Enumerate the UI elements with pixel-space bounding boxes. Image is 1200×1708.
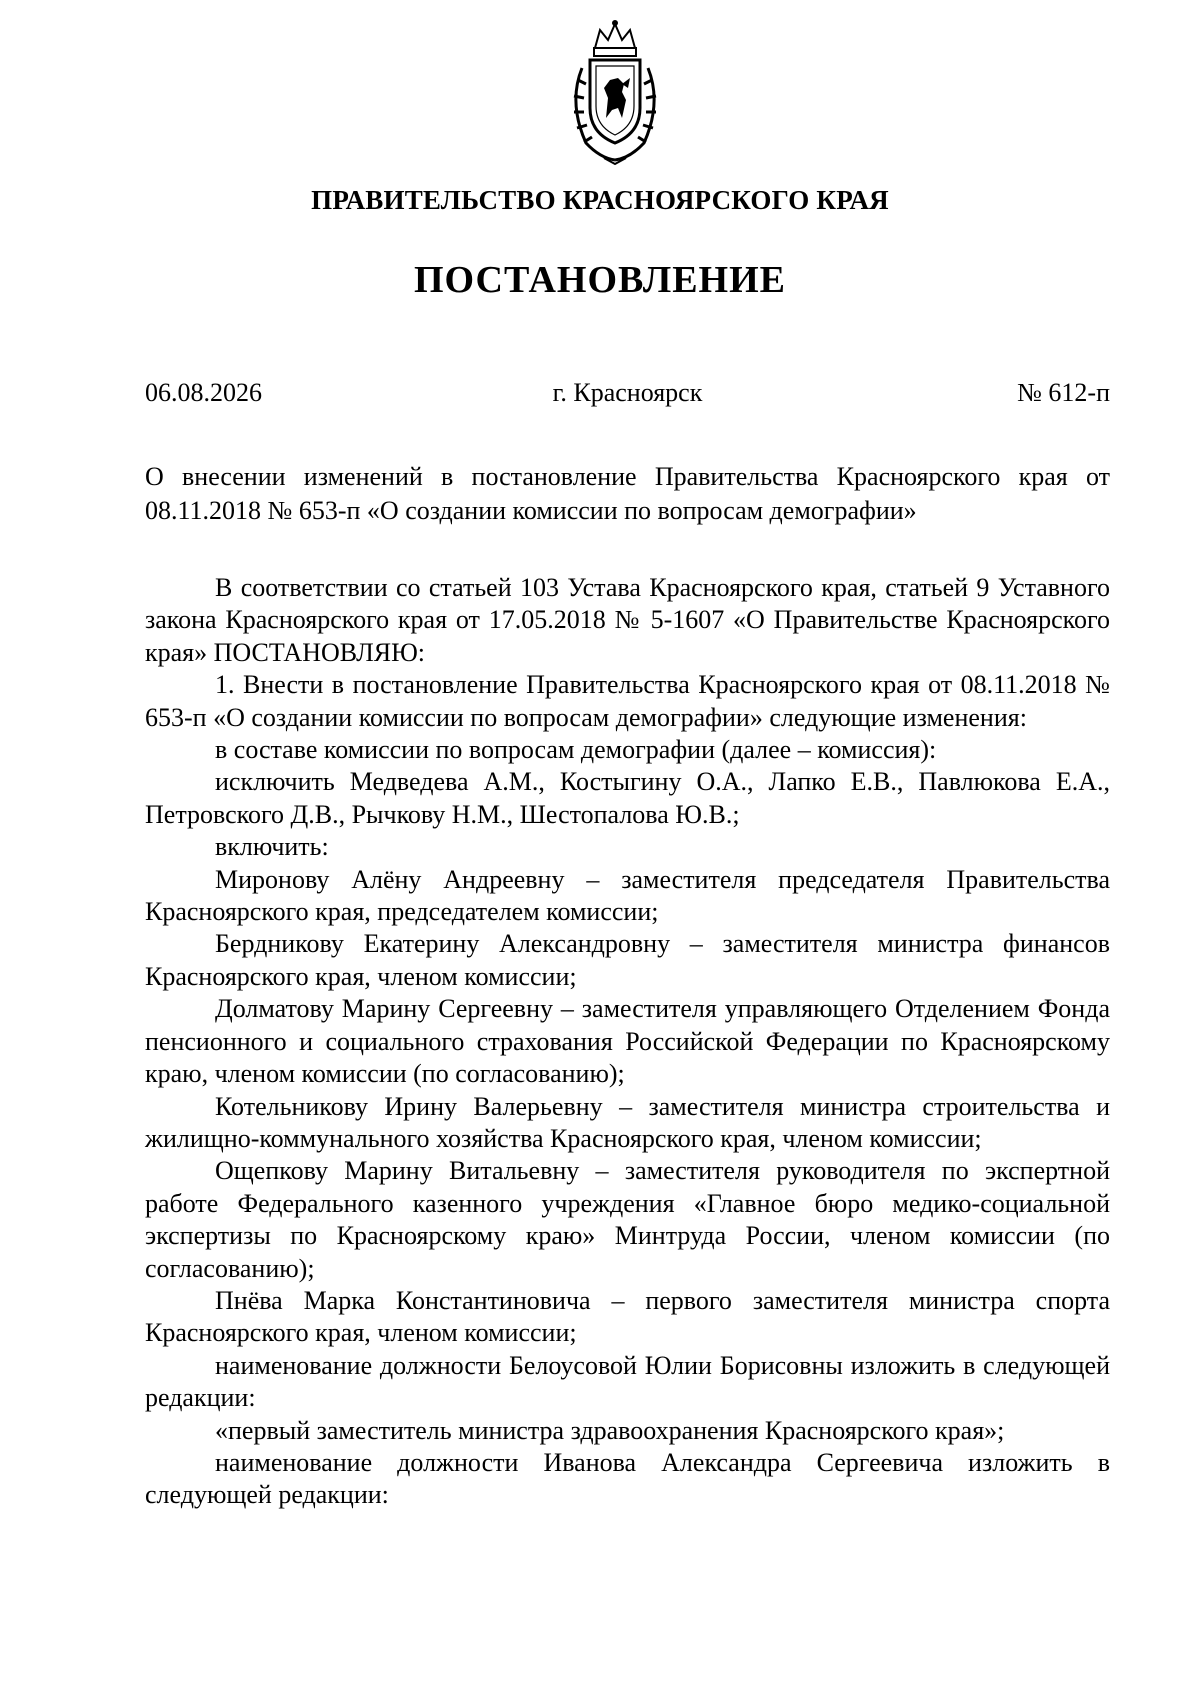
paragraph: исключить Медведева А.М., Костыгину О.А., Лапко Е.В., Павлюкова Е.А., Петровского Д.В., Рычкову Н.М., Шестопалова Ю.В.;	[145, 767, 1110, 829]
document-type: ПОСТАНОВЛЕНИЕ	[413, 259, 787, 301]
document-body	[145, 572, 1110, 1512]
paragraph: Пнёва Марка Константиновича – первого заместителя министра спорта Красноярского края, членом комиссии;	[145, 1285, 1110, 1348]
org-title: ПРАВИТЕЛЬСТВО КРАСНОЯРСКОГО КРАЯ	[311, 185, 889, 215]
paragraph: наименование должности Белоусовой Юлии Борисовны изложить в следующей редакции:	[145, 1350, 1110, 1413]
document-meta	[145, 378, 1110, 412]
paragraph: Бердникову Екатерину Александровну – заместителя министра финансов Красноярского края, членом комиссии;	[145, 929, 1110, 991]
document-city: г. Красноярск	[552, 378, 703, 407]
document-subject: О внесении изменений в постановление Правительства Красноярского края от 08.11.2018 № 653-п «О создании комиссии по вопросам демографии»	[145, 462, 1110, 525]
paragraph: наименование должности Иванова Александра Сергеевича изложить в следующей редакции:	[145, 1447, 1110, 1510]
paragraph: «первый заместитель министра здравоохранения Красноярского края»;	[215, 1415, 1005, 1445]
paragraph: Долматову Марину Сергеевну – заместителя управляющего Отделением Фонда пенсионного и социального страхования Российской Федерации по Красноярскому краю, членом комиссии (по согласованию);	[145, 994, 1110, 1089]
document-date: 06.08.2026	[145, 378, 262, 407]
paragraph: в составе комиссии по вопросам демографии (далее – комиссия):	[215, 735, 937, 765]
paragraph: включить:	[215, 832, 329, 862]
paragraph: Котельникову Ирину Валерьевну – заместителя министра строительства и жилищно-коммунального хозяйства Красноярского края, членом комиссии;	[145, 1091, 1110, 1153]
paragraph: 1. Внести в постановление Правительства Красноярского края от 08.11.2018 № 653-п «О создании комиссии по вопросам демографии» следующие изменения:	[145, 670, 1110, 732]
coat-of-arms-icon	[560, 18, 670, 168]
paragraph: Миронову Алёну Андреевну – заместителя председателя Правительства Красноярского края, председателем комиссии;	[145, 864, 1110, 927]
paragraph: Ощепкову Марину Витальевну – заместителя руководителя по экспертной работе Федерального казенного учреждения «Главное бюро медико-социальной экспертизы по Красноярскому краю» Минтруда России, членом комиссии (по согласованию);	[145, 1156, 1110, 1283]
paragraph: В соответствии со статьей 103 Устава Красноярского края, статьей 9 Уставного закона Красноярского края от 17.05.2018 № 5-1607 «О Правительстве Красноярского края» ПОСТАНОВЛЯЮ:	[145, 573, 1110, 667]
document-number: № 612-п	[1017, 378, 1110, 407]
